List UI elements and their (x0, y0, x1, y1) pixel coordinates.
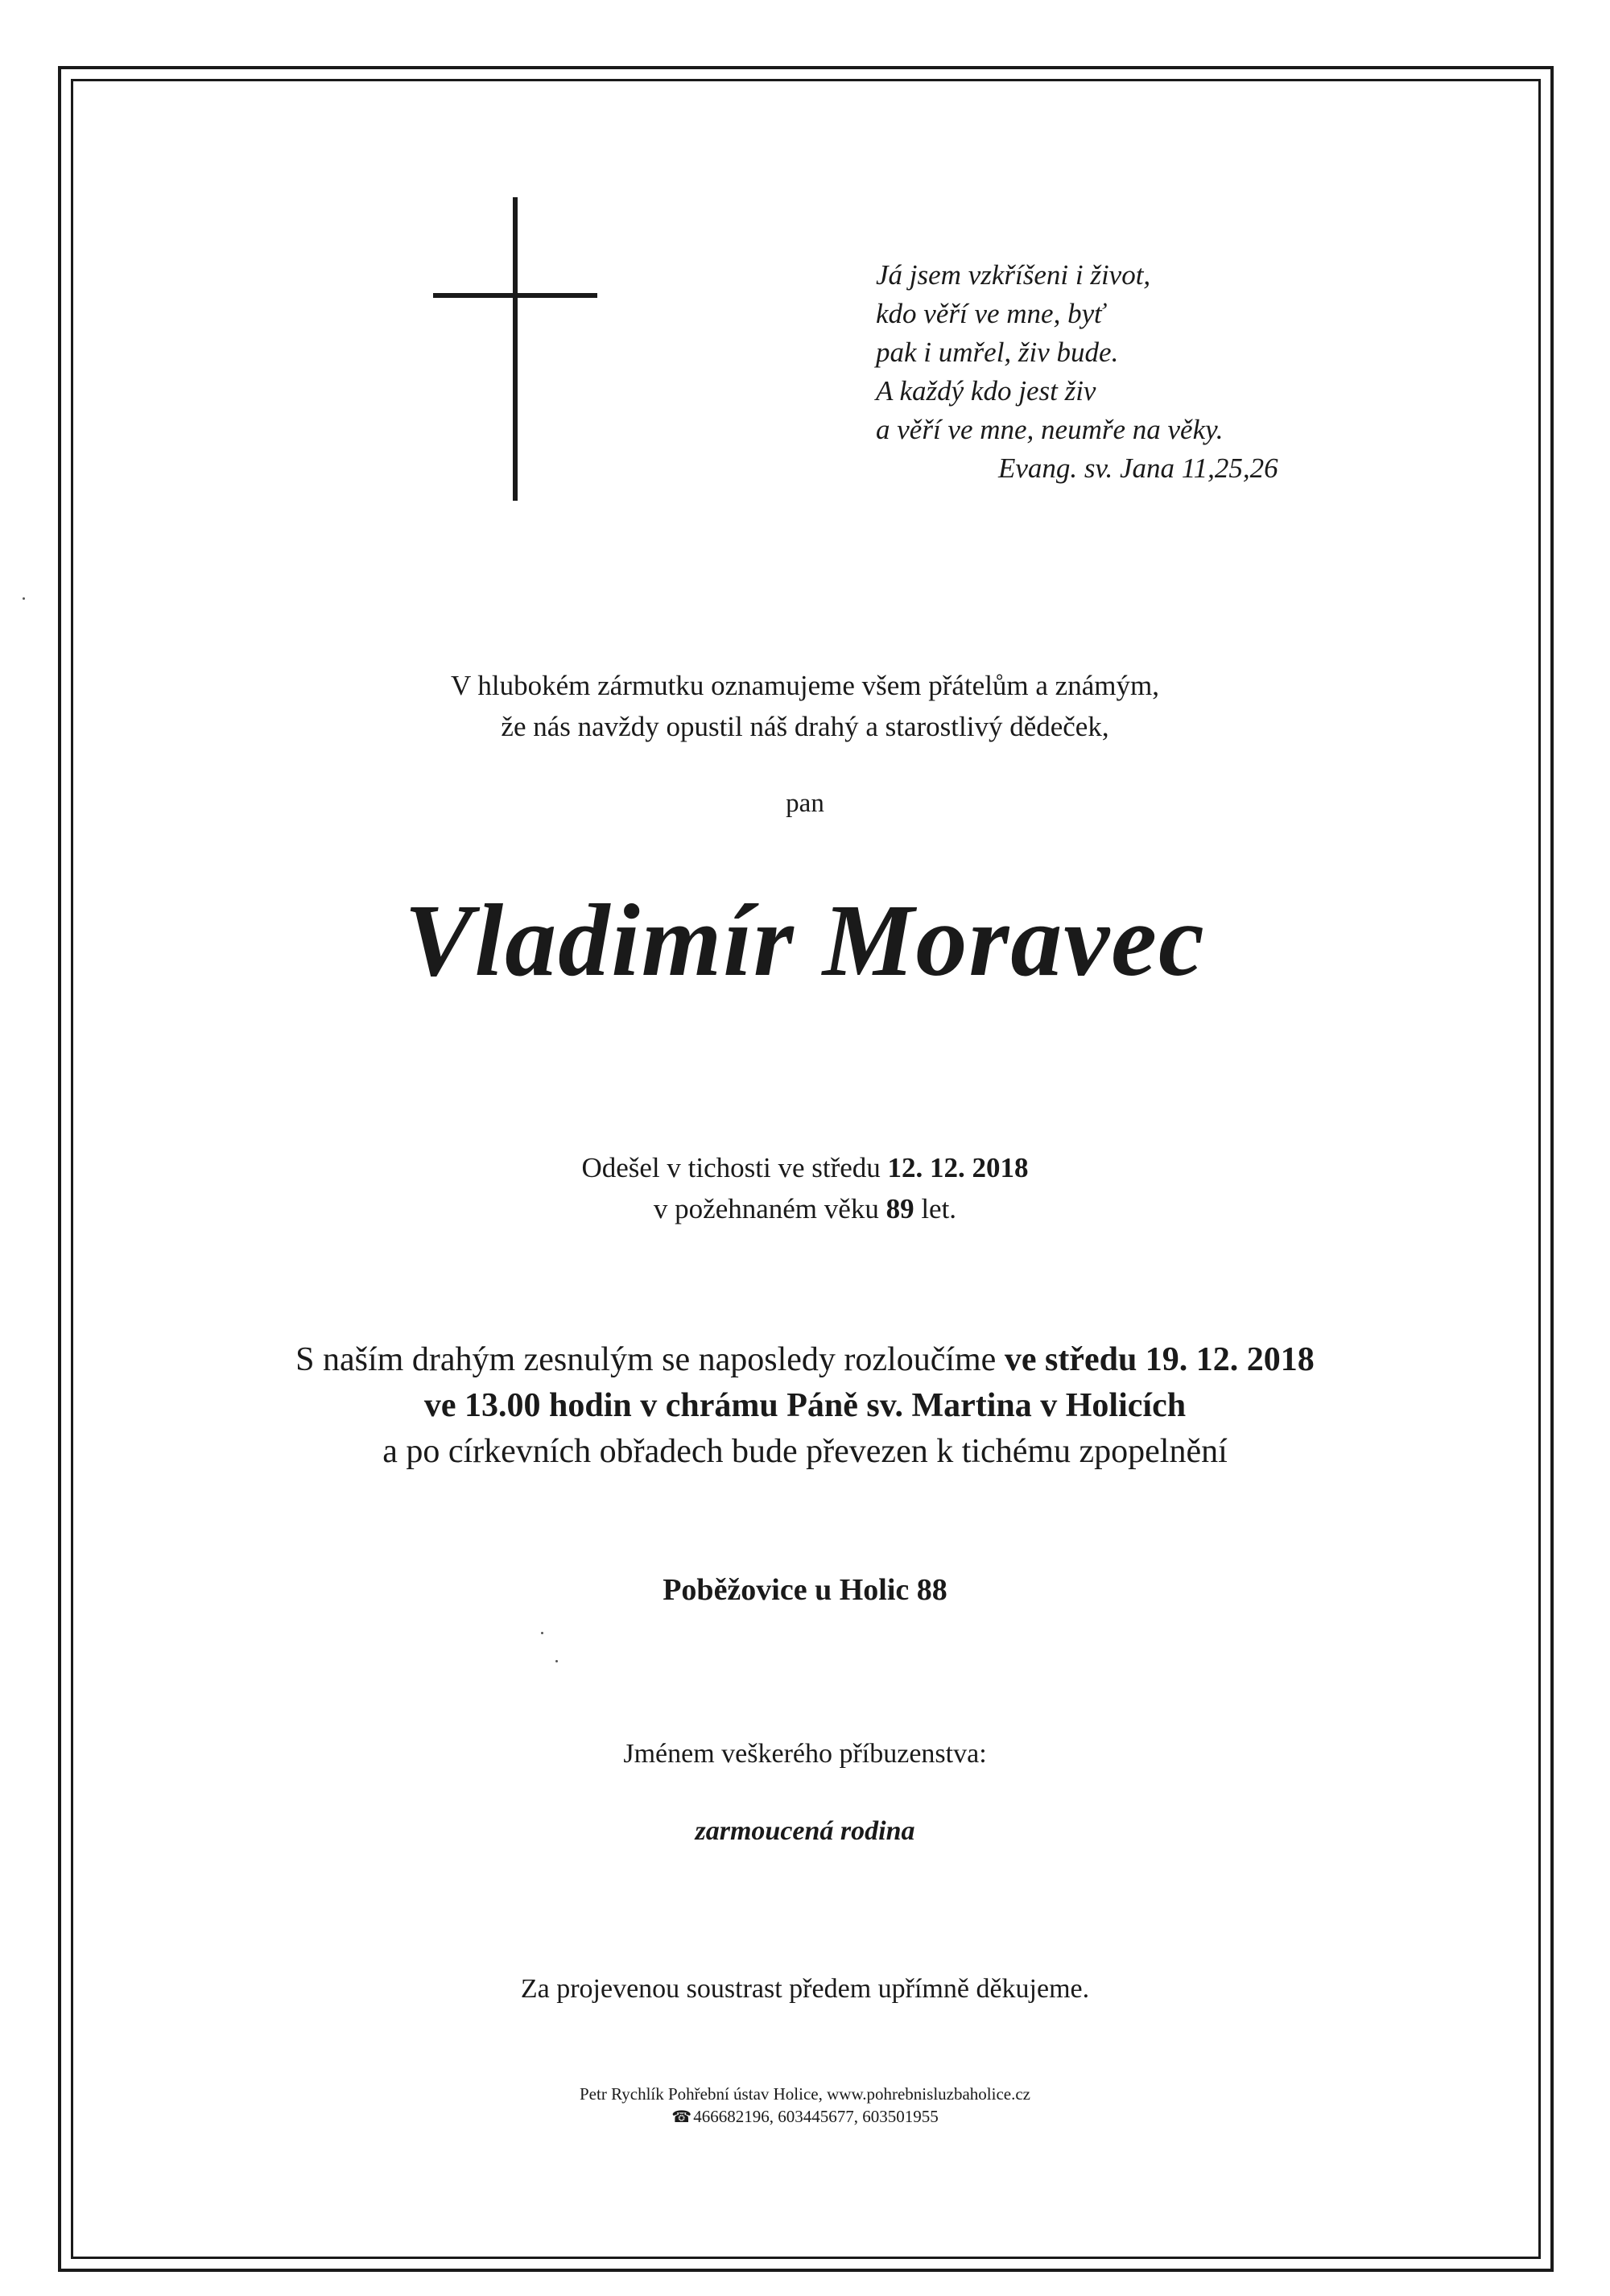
footer-line-1: Petr Rychlík Pohřební ústav Holice, www.pohrebnisluzbaholice.cz (580, 2084, 1030, 2104)
address: Poběžovice u Holic 88 (663, 1573, 947, 1607)
funeral-line-3: a po církevních obřadech bude převezen k tichému zpopelnění (382, 1433, 1228, 1470)
verse-reference: Evang. sv. Jana 11,25,26 (998, 452, 1278, 484)
funeral-time-place: ve 13.00 hodin v chrámu Páně sv. Martina v Holicích (423, 1387, 1187, 1424)
scan-speck (555, 1660, 558, 1662)
funeral-home-footer (0, 2083, 1610, 2129)
intro-line-1: V hlubokém zármutku oznamujeme všem přátelům a známým, (451, 670, 1159, 701)
footer-line-2 (0, 2105, 1610, 2129)
death-notice (0, 1147, 1610, 1229)
verse-line: Já jsem vzkříšeni i život, (876, 259, 1151, 291)
death-date: 12. 12. 2018 (887, 1152, 1029, 1183)
intro-line-2: že nás navždy opustil náš drahý a starostlivý dědeček, (501, 711, 1109, 742)
death-line-2 (0, 1188, 1610, 1229)
funeral-line-1 (0, 1337, 1610, 1383)
scan-speck (23, 597, 25, 600)
behalf-text: Jménem veškerého příbuzenstva: (623, 1739, 987, 1769)
cross-icon-horizontal (433, 293, 597, 298)
age-text: v požehnaném věku (653, 1193, 879, 1224)
verse-line: A každý kdo jest živ (876, 375, 1096, 407)
scan-speck (541, 1632, 543, 1634)
funeral-info (0, 1337, 1610, 1475)
verse-line: a věří ve mne, neumře na věky. (876, 414, 1224, 445)
verse-line: pak i umřel, živ bude. (876, 337, 1119, 368)
age-unit: let. (921, 1193, 957, 1224)
thanks-text: Za projevenou soustrast předem upřímně děkujeme. (520, 1974, 1090, 2004)
cross-icon-vertical (513, 197, 518, 501)
verse-line: kdo věří ve mne, byť (876, 298, 1104, 329)
death-line-1 (0, 1147, 1610, 1188)
funeral-date: ve středu 19. 12. 2018 (1004, 1341, 1315, 1378)
intro-text (0, 665, 1610, 747)
footer-phones: 466682196, 603445677, 603501955 (693, 2107, 939, 2126)
funeral-text: S naším drahým zesnulým se naposledy rozloučíme (295, 1341, 997, 1378)
age-value: 89 (886, 1193, 914, 1224)
telephone-icon: ☎ (671, 2108, 692, 2126)
funeral-line-2 (0, 1383, 1610, 1429)
deceased-name: Vladimír Moravec (404, 883, 1206, 997)
title-prefix: pan (786, 789, 824, 818)
family-signature: zarmoucená rodina (695, 1816, 915, 1846)
death-text: Odešel v tichosti ve středu (581, 1152, 881, 1183)
bible-verse (876, 256, 1375, 488)
